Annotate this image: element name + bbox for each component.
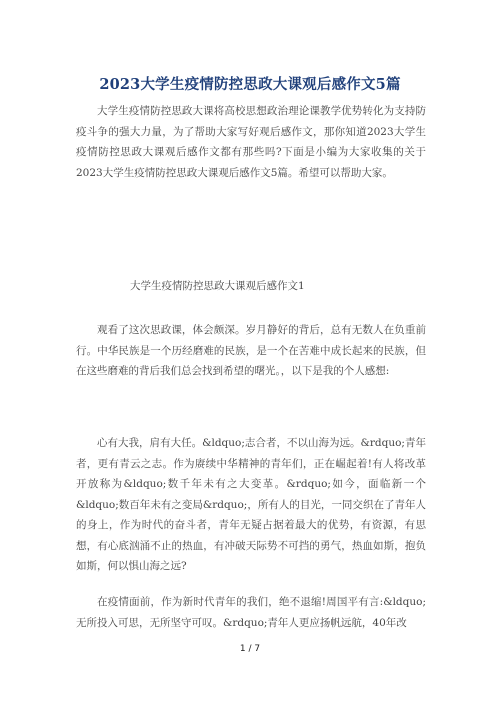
body-paragraph-1: 观看了这次思政课，体会颇深。岁月静好的背后，总有无数人在负重前行。中华民族是一个历经磨难的民族，是一个在苦难中成长起来的民族，但在这些磨难的背后我们总会找到希望的曙光。，以下是我的个人感想: [76, 324, 426, 377]
body-paragraph-3: 在疫情面前，作为新时代青年的我们，绝不退缩!周国平有言:&ldquo;无所投入可思，无所坚守可叹。&rdquo;青年人更应扬帆远航，40年改 [76, 596, 426, 629]
body-paragraph-2: 心有大我，肩有大任。&ldquo;志合者，不以山海为远。&rdquo;青年者，更有青云之志。作为赓续中华精神的青年们，正在崛起着!有人将改革开放称为&ldquo;数千年未有之大变革。&rdquo;如今，面临新一个&ldquo;数百年未有之变局&rdquo;，所有人的目光，一同交织在了青年人的身上，作为时代的奋斗者，青年无疑占据着最大的优势，有资源，有思想，有心底汹涌不止的热血，有冲破天际势不可挡的勇气，热血如斯，抱负如斯，何以惧山海之远? [76, 437, 426, 572]
section-heading: 大学生疫情防控思政大课观后感作文1 [130, 280, 305, 292]
intro-paragraph: 大学生疫情防控思政大课将高校思想政治理论课教学优势转化为支持防疫斗争的强大力量，为了帮助大家写好观后感作文，那你知道2023大学生疫情防控思政大课观后感作文都有那些吗?下面是小编为大家收集的关于2023大学生疫情防控思政大课观后感作文5篇。希望可以帮助大家。 [76, 105, 426, 179]
page-number: 1 / 7 [239, 644, 261, 654]
document-title: 2023大学生疫情防控思政大课观后感作文5篇 [99, 76, 401, 93]
